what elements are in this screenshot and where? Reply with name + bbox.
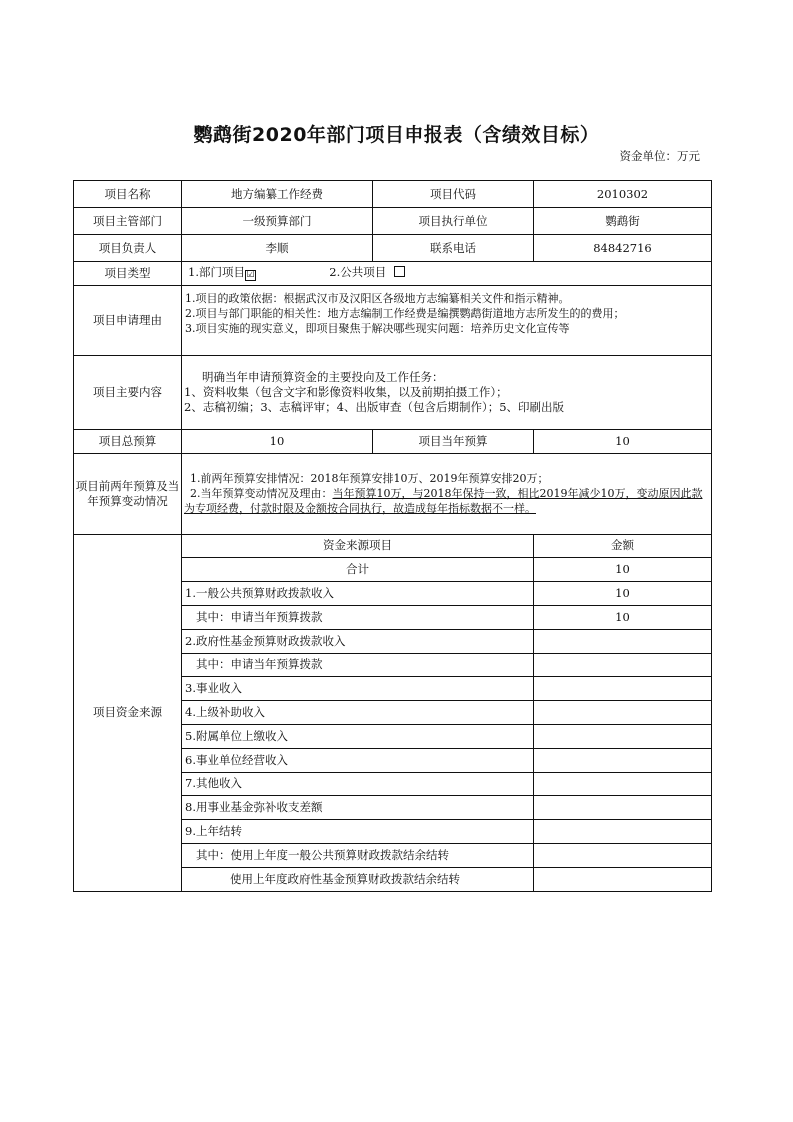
funding-item-label: 8.用事业基金弥补收支差额: [182, 796, 534, 820]
phone-label: 联系电话: [373, 235, 534, 262]
funding-item-label: 1.一般公共预算财政拨款收入: [182, 582, 534, 606]
content-label: 项目主要内容: [74, 355, 182, 429]
funding-item-label: 其中：申请当年预算拨款: [182, 605, 534, 629]
funding-item-label: 2.政府性基金预算财政拨款收入: [182, 629, 534, 653]
funding-item-amount: 10: [534, 558, 712, 582]
project-name-label: 项目名称: [74, 181, 182, 208]
funding-item-label: 其中：使用上年度一般公共预算财政拨款结余结转: [182, 843, 534, 867]
table-row: [74, 429, 712, 453]
funding-item-amount: 10: [534, 605, 712, 629]
table-row: [74, 181, 712, 208]
funding-header-row: [74, 534, 712, 558]
owner-value: 李顺: [182, 235, 373, 262]
table-row: [74, 453, 712, 534]
phone-value: 84842716: [534, 235, 712, 262]
exec-unit-value: 鹦鹉街: [534, 208, 712, 235]
year-budget-value: 10: [534, 429, 712, 453]
total-budget-label: 项目总预算: [74, 429, 182, 453]
project-name-value: 地方编纂工作经费: [182, 181, 373, 208]
project-type-label: 项目类型: [74, 262, 182, 286]
checkbox-public-project[interactable]: [394, 266, 405, 277]
type-option-dept: 1.部门项目: [188, 265, 245, 280]
funding-item-amount: [534, 629, 712, 653]
reason-label: 项目申请理由: [74, 285, 182, 355]
funding-source-label: 项目资金来源: [74, 534, 182, 891]
funding-item-label: 其中：申请当年预算拨款: [182, 653, 534, 677]
budget-change-label: 项目前两年预算及当年预算变动情况: [74, 453, 182, 534]
dept-label: 项目主管部门: [74, 208, 182, 235]
year-budget-label: 项目当年预算: [373, 429, 534, 453]
total-budget-value: 10: [182, 429, 373, 453]
table-row: [74, 235, 712, 262]
funding-item-label: 6.事业单位经营收入: [182, 748, 534, 772]
project-code-label: 项目代码: [373, 181, 534, 208]
funding-item-amount: [534, 843, 712, 867]
funding-item-amount: [534, 677, 712, 701]
type-option-public: 2.公共项目: [329, 265, 387, 280]
funding-item-amount: 10: [534, 582, 712, 606]
project-type-options: [182, 262, 712, 286]
check-icon: ☑: [246, 270, 255, 281]
funding-item-label: 4.上级补助收入: [182, 701, 534, 725]
reason-text: 1.项目的政策依据：根据武汉市及汉阳区各级地方志编纂相关文件和指示精神。 2.项目与部门职能的相关性：地方志编制工作经费是编撰鹦鹉街道地方志所发生的的费用； 3.项目实施的现实意义，即项目聚焦于解决哪些现实问题：培养历史文化宣传等: [182, 285, 712, 355]
funding-item-amount: [534, 701, 712, 725]
funding-item-amount: [534, 653, 712, 677]
project-application-table: [73, 180, 712, 892]
funding-item-label: 3.事业收入: [182, 677, 534, 701]
table-row: [74, 285, 712, 355]
funding-item-amount: [534, 867, 712, 891]
funding-item-amount: [534, 796, 712, 820]
funding-item-amount: [534, 772, 712, 796]
table-row: [74, 208, 712, 235]
exec-unit-label: 项目执行单位: [373, 208, 534, 235]
funding-item-amount: [534, 748, 712, 772]
funding-item-label: 使用上年度政府性基金预算财政拨款结余结转: [182, 867, 534, 891]
project-code-value: 2010302: [534, 181, 712, 208]
funding-item-label: 9.上年结转: [182, 820, 534, 844]
funding-item-label: 7.其他收入: [182, 772, 534, 796]
funding-header-amount: 金额: [534, 534, 712, 558]
funding-item-amount: [534, 820, 712, 844]
funding-item-label: 合计: [182, 558, 534, 582]
funding-item-label: 5.附属单位上缴收入: [182, 724, 534, 748]
content-text: 明确当年申请预算资金的主要投向及工作任务： 1、资料收集（包含文字和影像资料收集，以及前期拍摄工作）； 2、志稿初编；3、志稿评审；4、出版审查（包含后期制作）；5、印刷出版: [182, 355, 712, 429]
checkbox-dept-project[interactable]: [245, 270, 256, 281]
currency-unit: 资金单位：万元: [619, 149, 700, 163]
funding-item-amount: [534, 724, 712, 748]
form-title: 鹦鹉街2020年部门项目申报表（含绩效目标）: [193, 124, 600, 146]
table-row: [74, 355, 712, 429]
dept-value: 一级预算部门: [182, 208, 373, 235]
owner-label: 项目负责人: [74, 235, 182, 262]
funding-header-item: 资金来源项目: [182, 534, 534, 558]
budget-change-text: 1.前两年预算安排情况：2018年预算安排10万、2019年预算安排20万； 2.当年预算变动情况及理由：当年预算10万，与2018年保持一致，相比2019年减少10万，变动原因此款为专项经费，付款时限及金额按合同执行，故造成每年指标数据不一样。: [182, 453, 712, 534]
table-row: [74, 262, 712, 286]
